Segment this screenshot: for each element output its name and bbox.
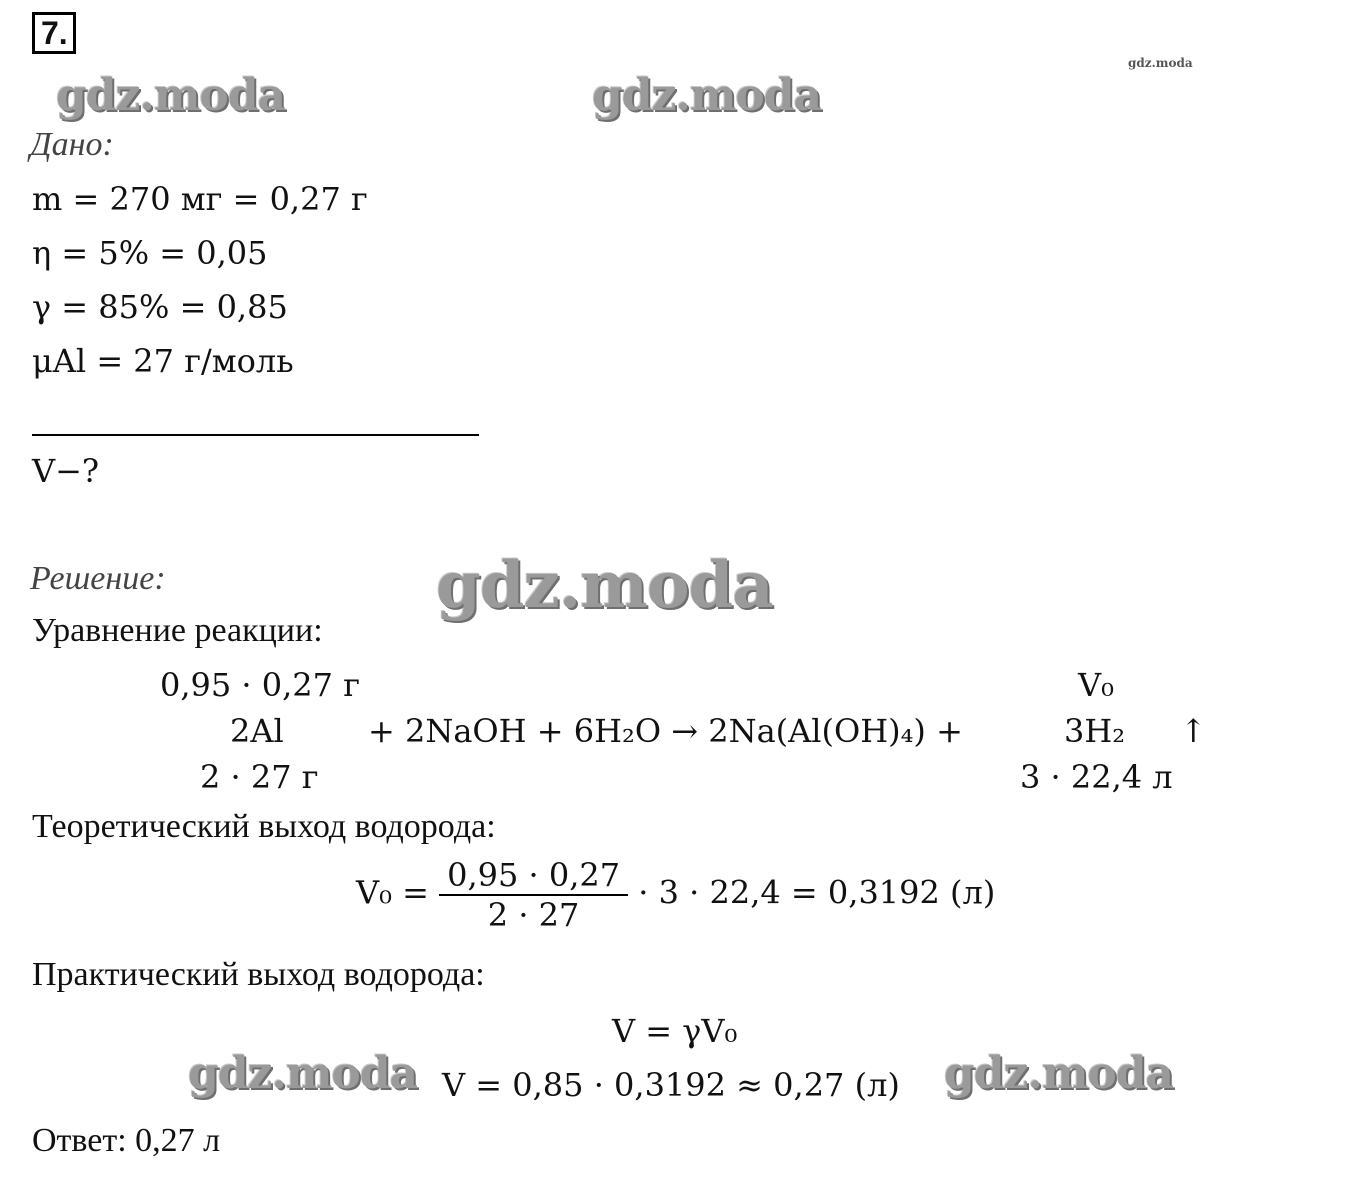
reaction-label: Уравнение реакции: — [32, 612, 323, 649]
reaction-h2: 3H₂ — [1064, 712, 1126, 750]
given-molar-mass: μAl = 27 г/моль — [32, 342, 294, 380]
theoretical-formula — [356, 856, 995, 934]
given-mass: m = 270 мг = 0,27 г — [32, 180, 368, 218]
answer: Ответ: 0,27 л — [32, 1122, 221, 1159]
problem-number: 7. — [32, 12, 76, 54]
given-eta: η = 5% = 0,05 — [32, 234, 268, 272]
theoretical-lhs: V₀ = — [356, 873, 429, 912]
watermark-bottom-left: gdz.moda — [188, 1048, 418, 1099]
practical-result: V = 0,85 · 0,3192 ≈ 0,27 (л) — [442, 1066, 900, 1104]
given-gamma: γ = 85% = 0,85 — [32, 288, 288, 326]
watermark-top-left: gdz.moda — [56, 70, 286, 121]
watermark-small: gdz.moda — [1128, 56, 1193, 70]
reaction-al: 2Al — [230, 712, 284, 750]
theoretical-numerator: 0,95 · 0,27 — [439, 856, 628, 896]
theoretical-denominator: 2 · 27 — [487, 896, 580, 934]
watermark-bottom-right: gdz.moda — [944, 1048, 1174, 1099]
practical-label: Практический выход водорода: — [32, 956, 485, 993]
reaction-arrow-up: ↑ — [1180, 712, 1207, 750]
practical-formula: V = γV₀ — [612, 1012, 738, 1050]
theoretical-rhs: · 3 · 22,4 = 0,3192 (л) — [638, 873, 996, 912]
reaction-h2-above: V₀ — [1078, 666, 1114, 704]
reaction-middle: + 2NaOH + 6H₂O → 2Na(Al(OH)₄) + — [368, 712, 963, 750]
watermark-top-center: gdz.moda — [592, 70, 822, 121]
theoretical-label: Теоретический выход водорода: — [32, 808, 496, 845]
solution-heading: Решение: — [30, 560, 166, 597]
reaction-al-below: 2 · 27 г — [200, 758, 319, 796]
watermark-center: gdz.moda — [436, 548, 773, 623]
reaction-h2-below: 3 · 22,4 л — [1020, 758, 1173, 796]
given-heading: Дано: — [30, 126, 114, 163]
theoretical-fraction — [439, 856, 628, 934]
reaction-al-above: 0,95 · 0,27 г — [160, 666, 360, 704]
given-divider — [32, 434, 479, 436]
find-value: V−? — [32, 452, 100, 490]
